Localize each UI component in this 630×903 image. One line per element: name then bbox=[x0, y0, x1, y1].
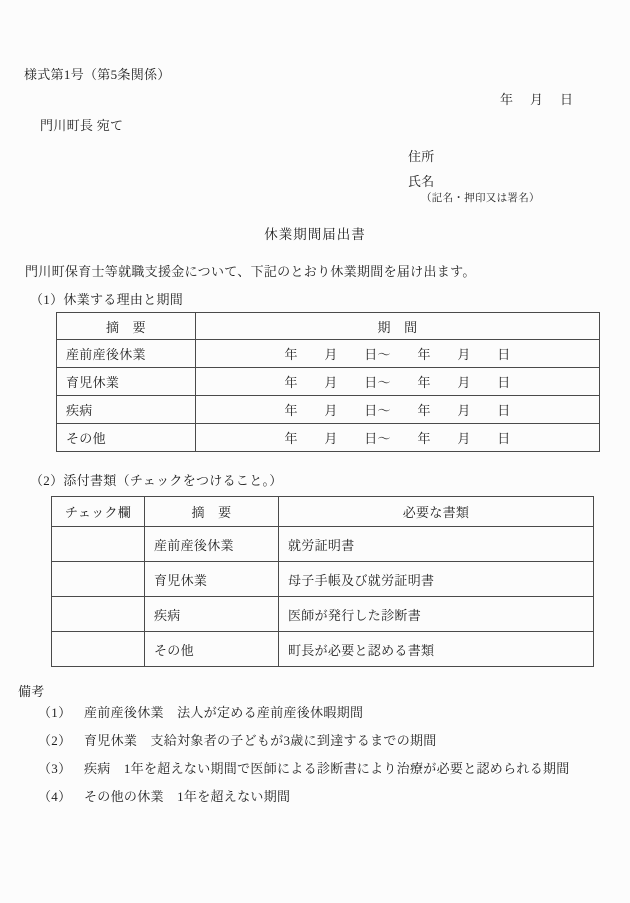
remark-item bbox=[38, 702, 570, 730]
table-row bbox=[52, 632, 594, 667]
header-summary: 摘 要 bbox=[57, 313, 196, 340]
row-period: 年 月 日～ 年 月 日 bbox=[196, 340, 600, 368]
row-label: 疾病 bbox=[145, 597, 279, 632]
row-label: その他 bbox=[57, 424, 196, 452]
header-period: 期 間 bbox=[196, 313, 600, 340]
table-row bbox=[57, 340, 600, 368]
row-label: 産前産後休業 bbox=[145, 527, 279, 562]
leave-period-table bbox=[56, 312, 600, 452]
header-required-docs: 必要な書類 bbox=[279, 497, 594, 527]
intro-text: 門川町保育士等就職支援金について、下記のとおり休業期間を届け出ます。 bbox=[25, 264, 476, 279]
section2-heading: （2）添付書類（チェックをつけること。） bbox=[30, 473, 283, 488]
attachments-table bbox=[51, 496, 594, 667]
signature-note: （記名・押印又は署名） bbox=[421, 193, 540, 204]
table-row bbox=[52, 527, 594, 562]
remark-text: 産前産後休業 法人が定める産前産後休暇期間 bbox=[84, 705, 364, 720]
row-docs: 母子手帳及び就労証明書 bbox=[279, 562, 594, 597]
section1-heading: （1）休業する理由と期間 bbox=[30, 292, 184, 307]
remark-text: その他の休業 1年を超えない期間 bbox=[84, 789, 291, 804]
remarks-list bbox=[38, 702, 570, 814]
table-header-row bbox=[52, 497, 594, 527]
page-title: 休業期間届出書 bbox=[264, 227, 366, 242]
remark-item bbox=[38, 786, 570, 814]
address-label: 住所 bbox=[408, 149, 435, 164]
header-checkbox: チェック欄 bbox=[52, 497, 145, 527]
checkbox-cell bbox=[52, 632, 145, 667]
row-label: 育児休業 bbox=[145, 562, 279, 597]
row-period: 年 月 日～ 年 月 日 bbox=[196, 368, 600, 396]
remark-number: （3） bbox=[38, 761, 72, 776]
table-row bbox=[57, 396, 600, 424]
date-line: 年 月 日 bbox=[500, 92, 576, 107]
row-label: 育児休業 bbox=[57, 368, 196, 396]
remark-text: 育児休業 支給対象者の子どもが3歳に到達するまでの期間 bbox=[84, 733, 437, 748]
row-period: 年 月 日～ 年 月 日 bbox=[196, 396, 600, 424]
header-summary: 摘 要 bbox=[145, 497, 279, 527]
form-number: 様式第1号（第5条関係） bbox=[24, 67, 171, 82]
table-row bbox=[52, 562, 594, 597]
table-row bbox=[52, 597, 594, 632]
row-docs: 医師が発行した診断書 bbox=[279, 597, 594, 632]
remark-number: （4） bbox=[38, 789, 72, 804]
remark-item bbox=[38, 758, 570, 786]
table-header-row bbox=[57, 313, 600, 340]
remark-text: 疾病 1年を超えない期間で医師による診断書により治療が必要と認められる期間 bbox=[84, 761, 570, 776]
remark-number: （1） bbox=[38, 705, 72, 720]
row-period: 年 月 日～ 年 月 日 bbox=[196, 424, 600, 452]
checkbox-cell bbox=[52, 562, 145, 597]
table-row bbox=[57, 424, 600, 452]
addressee: 門川町長 宛て bbox=[40, 118, 124, 133]
name-label: 氏名 bbox=[408, 174, 435, 189]
table-row bbox=[57, 368, 600, 396]
row-label: 疾病 bbox=[57, 396, 196, 424]
remarks-heading: 備考 bbox=[18, 684, 45, 699]
remark-item bbox=[38, 730, 570, 758]
remark-number: （2） bbox=[38, 733, 72, 748]
row-label: 産前産後休業 bbox=[57, 340, 196, 368]
row-docs: 就労証明書 bbox=[279, 527, 594, 562]
row-label: その他 bbox=[145, 632, 279, 667]
checkbox-cell bbox=[52, 527, 145, 562]
checkbox-cell bbox=[52, 597, 145, 632]
row-docs: 町長が必要と認める書類 bbox=[279, 632, 594, 667]
